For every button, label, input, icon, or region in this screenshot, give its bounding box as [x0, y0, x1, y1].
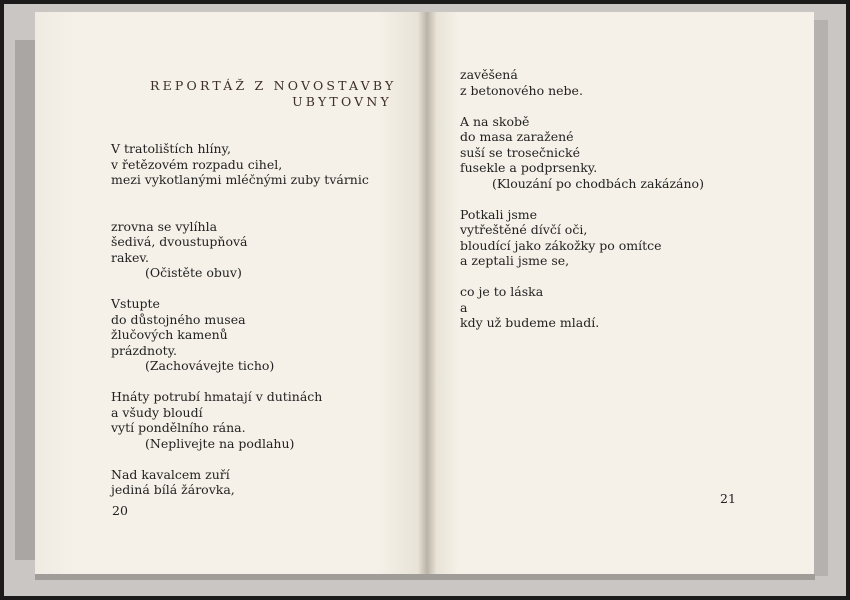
poem-line: Vstupte	[111, 296, 160, 311]
poem-line: vytí pondělního rána.	[111, 420, 246, 435]
title-line-2: UBYTOVNY	[292, 94, 392, 109]
poem-line: jediná bílá žárovka,	[111, 482, 235, 497]
poem-line: Hnáty potrubí hmatají v dutinách	[111, 389, 323, 404]
poem-line: (Zachovávejte ticho)	[145, 358, 275, 373]
poem-line	[111, 203, 369, 219]
page-stack-edge	[35, 574, 815, 580]
poem-line	[111, 374, 369, 390]
poem-line: (Neplivejte na podlahu)	[145, 435, 295, 451]
poem-line: A na skobě	[460, 113, 530, 129]
poem-line: prázdnoty.	[111, 342, 177, 358]
poem-line: z betonového nebe.	[460, 82, 583, 98]
poem-line: Potkali jsme	[460, 206, 537, 222]
poem-line: a	[460, 299, 468, 315]
right-poem-text	[460, 67, 704, 331]
poem-line	[460, 269, 704, 285]
page-number-left: 20	[112, 503, 128, 518]
poem-line	[111, 188, 369, 204]
poem-line: fusekle a podprsenky.	[460, 160, 598, 175]
poem-line: (Očistěte obuv)	[145, 265, 242, 280]
page-number-right: 21	[720, 491, 736, 506]
poem-line: do důstojného musea	[111, 311, 246, 327]
poem-line	[460, 191, 704, 207]
book-gutter	[418, 12, 436, 574]
poem-line	[111, 281, 369, 297]
poem-line: kdy už budeme mladí.	[460, 315, 600, 330]
poem-line	[111, 451, 369, 467]
poem-line: žlučových kamenů	[111, 327, 228, 342]
poem-line: do masa zaražené	[460, 129, 574, 144]
poem-line: vytřeštěné dívčí oči,	[460, 222, 588, 237]
poem-line: co je to láska	[460, 284, 544, 299]
poem-line: a všudy bloudí	[111, 404, 203, 420]
poem-line: Nad kavalcem zuří	[111, 466, 230, 482]
poem-title	[150, 78, 397, 110]
poem-line: a zeptali jsme se,	[460, 253, 570, 268]
poem-line: v řetězovém rozpadu cihel,	[111, 156, 283, 172]
poem-line: zrovna se vylíhla	[111, 218, 218, 234]
poem-line: V tratolištích hlíny,	[111, 141, 231, 156]
right-cover-edge	[814, 20, 828, 576]
poem-line: zavěšená	[460, 67, 518, 82]
poem-line: (Klouzání po chodbách zakázáno)	[492, 175, 704, 191]
poem-line: rakev.	[111, 249, 149, 265]
poem-line: mezi vykotlanými mléčnými zuby tvárnic	[111, 172, 369, 187]
title-line-1: REPORTÁŽ Z NOVOSTAVBY	[150, 78, 397, 93]
poem-line: bloudící jako zákožky po omítce	[460, 237, 662, 253]
poem-line	[460, 98, 704, 114]
left-poem-text	[111, 141, 369, 498]
left-cover-edge	[15, 40, 37, 560]
poem-line: šedivá, dvoustupňová	[111, 234, 248, 249]
poem-line: suší se trosečnické	[460, 144, 580, 160]
